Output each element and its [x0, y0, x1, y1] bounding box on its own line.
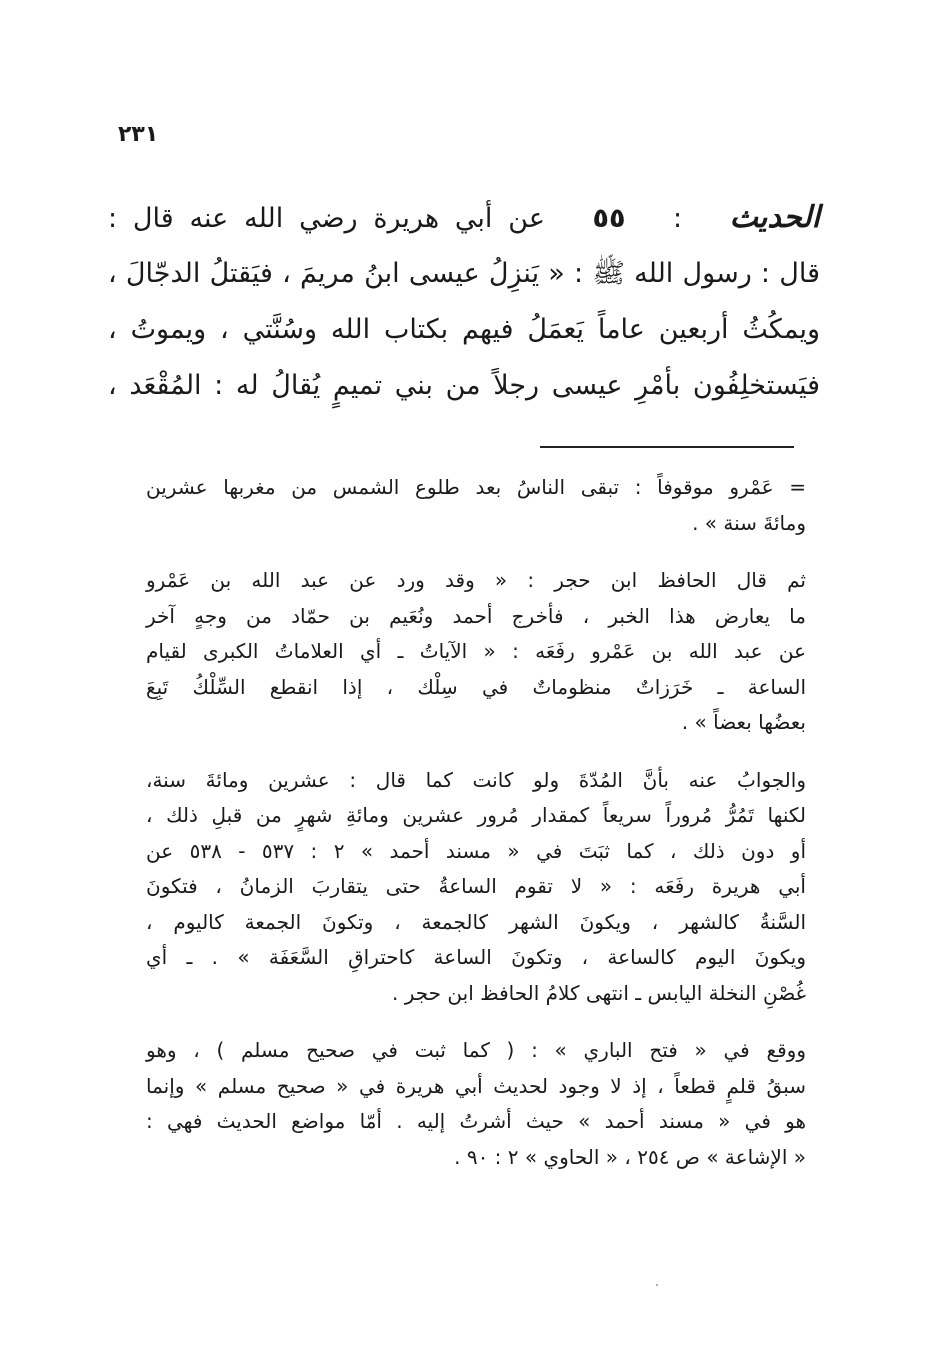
footnote-line: « الإشاعة » ص ٢٥٤ ، « الحاوي » ٢ : ٩٠ . [454, 1144, 806, 1169]
hadith-line: ويمكُثُ أربعين عاماً يَعمَلُ فيهم بكتاب الله وسُنَّتي ، ويموتُ ، [108, 314, 820, 345]
footnote-line: ووقع في « فتح الباري » : ( كما ثبت في صحيح مسلم ) ، وهو [146, 1038, 806, 1062]
footnote-line: سبقُ قلمٍ قطعاً ، إذ لا وجود لحديث أبي هريرة في « صحيح مسلم » وإنما [146, 1073, 806, 1098]
footnote-paragraph [146, 1033, 806, 1175]
hadith-text [108, 190, 820, 414]
footnote-paragraph [146, 470, 806, 541]
footnote-line: = عَمْرو موقوفاً : تبقى الناسُ بعد طلوع الشمس من مغربها عشرين [146, 475, 806, 499]
footnote-divider [540, 446, 794, 448]
hadith-heading-line: الحديث : ٥٥ عن أبي هريرة رضي الله عنه قال : [108, 200, 820, 235]
footnote-line: ويكونَ اليوم كالساعة ، وتكونَ الساعة كاحتراقِ السَّعَفَة » . ـ أي [146, 945, 806, 969]
footnote-line: ما يعارض هذا الخبر ، فأخرج أحمد ونُعَيم بن حمّاد من وجهٍ آخر [146, 603, 806, 628]
hadith-number: ٥٥ [592, 203, 626, 234]
footnote-line: ومائةَ سنة » . [692, 510, 806, 535]
footnote-line: الساعة ـ خَرَزاتٌ منظوماتٌ في سِلْك ، إذا انقطع السِّلْكُ تَبِعَ [146, 674, 806, 699]
hadith-line: فيَستخلِفُون بأمْرِ عيسى رجلاً من بني تميمٍ يُقالُ له : المُقْعَد ، [108, 370, 820, 401]
footnote-line: عن عبد الله بن عَمْرو رفَعَه : « الآياتُ ـ أي العلاماتُ الكبرى لقيام [146, 639, 806, 663]
footnote-line: غُصْنِ النخلة اليابس ـ انتهى كلامُ الحافظ ابن حجر . [392, 980, 806, 1005]
hadith-line: عن أبي هريرة رضي الله عنه قال : [108, 203, 545, 234]
hadith-heading-word: الحديث [729, 200, 820, 235]
footnotes [146, 470, 806, 1197]
page-number: ٢٣١ [118, 122, 159, 147]
hadith-line: قال : رسول الله ﷺ : « يَنزِلُ عيسى ابنُ مريمَ ، فيَقتلُ الدجّالَ ، [108, 258, 820, 289]
footnote-paragraph [146, 763, 806, 1012]
footnote-paragraph [146, 563, 806, 741]
footnote-line: والجوابُ عنه بأنَّ المُدّةَ ولو كانت كما قال : عشرين ومائةَ سنة، [146, 767, 806, 792]
paper-speck [656, 1284, 658, 1286]
footnote-line: السَّنةُ كالشهر ، ويكونَ الشهر كالجمعة ، وتكونَ الجمعة كاليوم ، [146, 909, 806, 934]
footnote-line: بعضُها بعضاً » . [681, 710, 806, 734]
footnote-line: ثم قال الحافظ ابن حجر : « وقد ورد عن عبد الله بن عَمْرو [146, 568, 806, 592]
footnote-line: لكنها تَمُرُّ مُروراً سريعاً كمقدار مُرور عشرين ومائةِ شهرٍ من قبلِ ذلك ، [146, 803, 806, 827]
footnote-line: هو في « مسند أحمد » حيث أشرتُ إليه . أمّا مواضع الحديث فهي : [146, 1109, 806, 1133]
footnote-line: أبي هريرة رفَعَه : « لا تقوم الساعةُ حتى يتقاربَ الزمانُ ، فتكونَ [146, 874, 806, 898]
footnote-line: أو دون ذلك ، كما ثبَتَ في « مسند أحمد » ٢ : ٥٣٧ - ٥٣٨ عن [146, 838, 807, 863]
